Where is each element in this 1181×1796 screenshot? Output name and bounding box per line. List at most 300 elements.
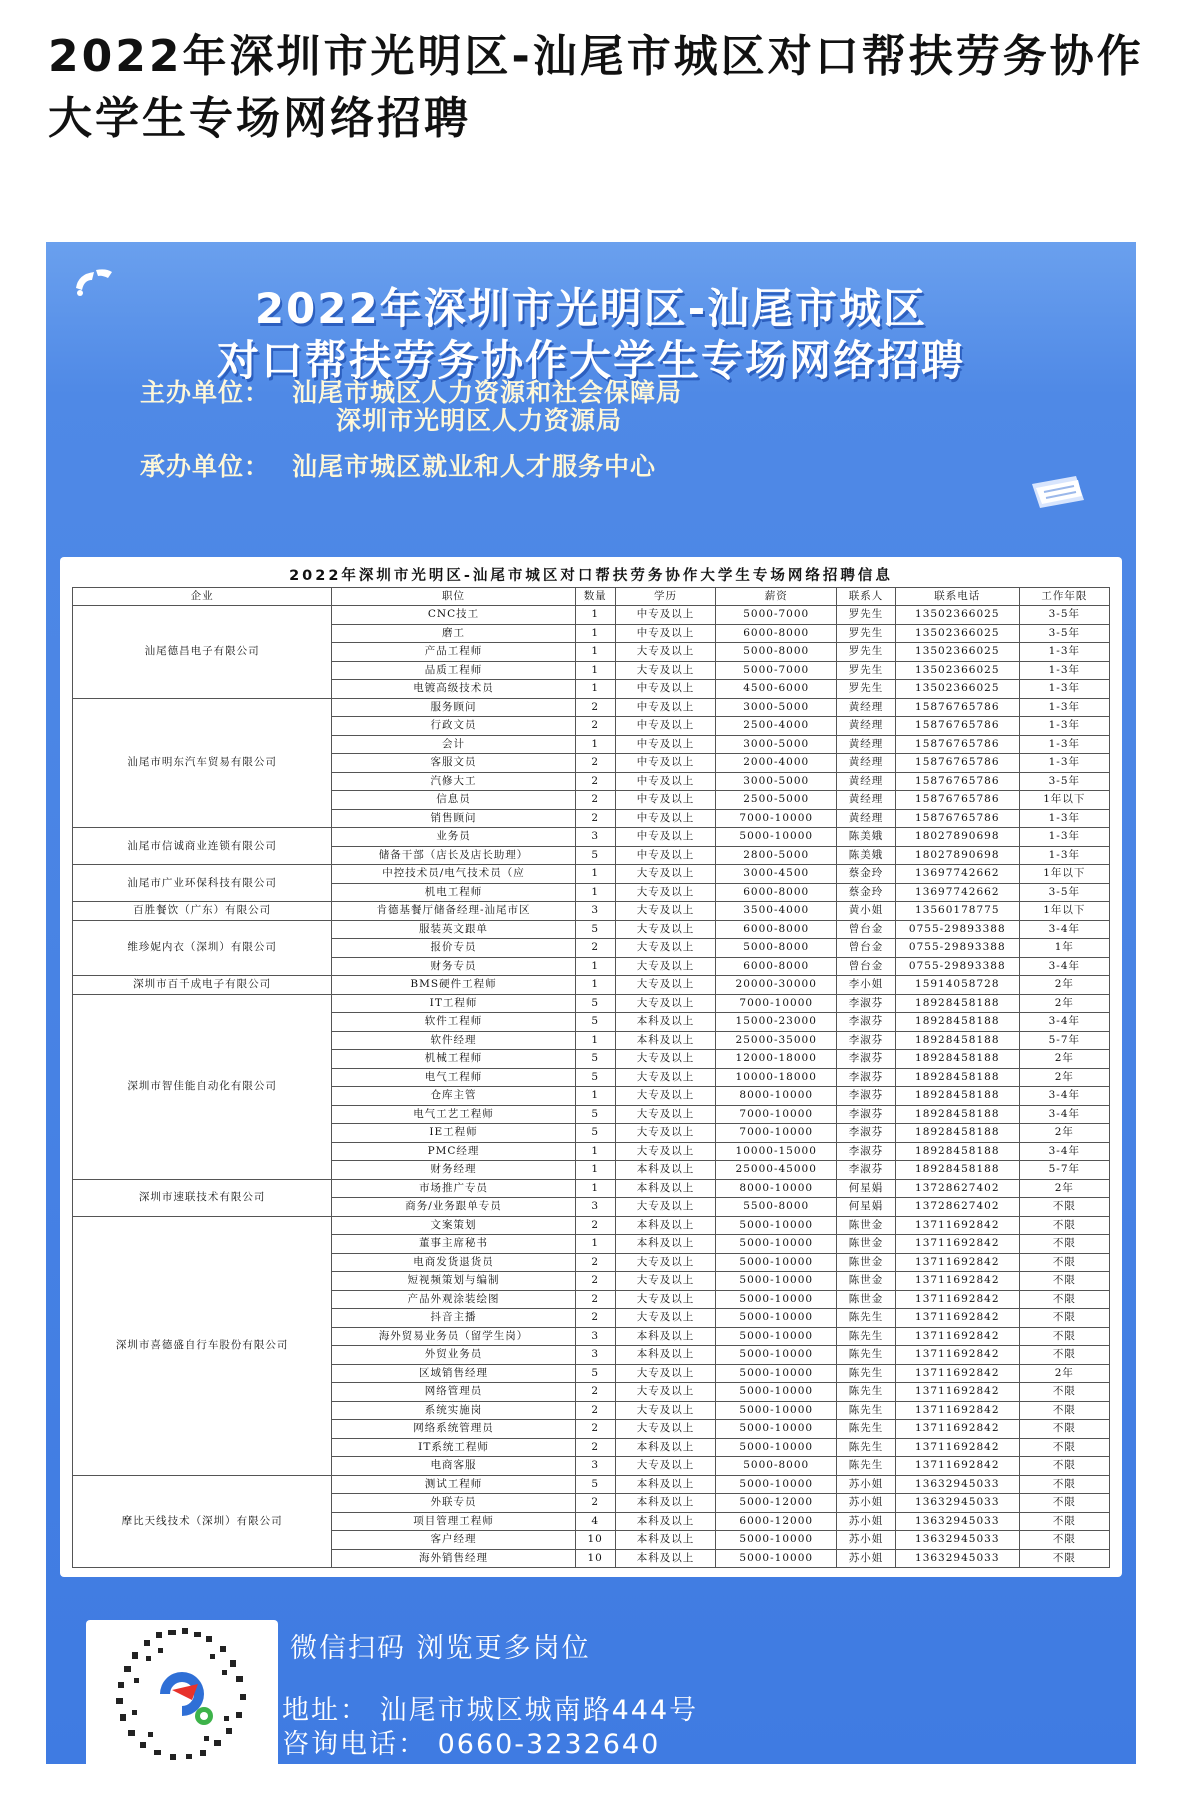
column-header: 学历 bbox=[615, 588, 716, 606]
headcount-cell: 10 bbox=[575, 1531, 615, 1550]
column-header: 工作年限 bbox=[1019, 588, 1109, 606]
phone-cell: 0755-29893388 bbox=[895, 957, 1019, 976]
phone-cell: 13728627402 bbox=[895, 1179, 1019, 1198]
job-title-cell: BMS硬件工程师 bbox=[332, 976, 576, 995]
job-title-cell: 网络管理员 bbox=[332, 1383, 576, 1402]
education-cell: 中专及以上 bbox=[615, 606, 716, 625]
education-cell: 大专及以上 bbox=[615, 1383, 716, 1402]
phone-cell: 18928458188 bbox=[895, 1068, 1019, 1087]
column-header: 联系电话 bbox=[895, 588, 1019, 606]
salary-cell: 5000-7000 bbox=[716, 661, 837, 680]
phone-cell: 13711692842 bbox=[895, 1253, 1019, 1272]
education-cell: 大专及以上 bbox=[615, 1364, 716, 1383]
contact-cell: 陈先生 bbox=[837, 1438, 896, 1457]
contact-cell: 陈先生 bbox=[837, 1383, 896, 1402]
headcount-cell: 2 bbox=[575, 1216, 615, 1235]
experience-cell: 不限 bbox=[1019, 1475, 1109, 1494]
salary-cell: 5000-10000 bbox=[716, 1531, 837, 1550]
phone-cell: 13711692842 bbox=[895, 1457, 1019, 1476]
education-cell: 大专及以上 bbox=[615, 994, 716, 1013]
job-title-cell: 系统实施岗 bbox=[332, 1401, 576, 1420]
job-title-cell: IT系统工程师 bbox=[332, 1438, 576, 1457]
education-cell: 大专及以上 bbox=[615, 1420, 716, 1439]
contact-cell: 陈世金 bbox=[837, 1290, 896, 1309]
table-row bbox=[73, 1179, 1110, 1198]
education-cell: 大专及以上 bbox=[615, 920, 716, 939]
headcount-cell: 2 bbox=[575, 1309, 615, 1328]
experience-cell: 2年 bbox=[1019, 1050, 1109, 1069]
salary-cell: 2000-4000 bbox=[716, 754, 837, 773]
experience-cell: 1-3年 bbox=[1019, 643, 1109, 662]
salary-cell: 6000-8000 bbox=[716, 624, 837, 643]
education-cell: 本科及以上 bbox=[615, 1531, 716, 1550]
salary-cell: 6000-8000 bbox=[716, 957, 837, 976]
table-row bbox=[73, 865, 1110, 884]
contact-cell: 黄经理 bbox=[837, 698, 896, 717]
company-cell: 深圳市速联技术有限公司 bbox=[73, 1179, 332, 1216]
experience-cell: 不限 bbox=[1019, 1198, 1109, 1217]
experience-cell: 不限 bbox=[1019, 1290, 1109, 1309]
headcount-cell: 3 bbox=[575, 1457, 615, 1476]
job-title-cell: 肯德基餐厅储备经理-汕尾市区 bbox=[332, 902, 576, 921]
salary-cell: 5000-10000 bbox=[716, 1309, 837, 1328]
contact-cell: 黄小姐 bbox=[837, 902, 896, 921]
phone-cell: 13711692842 bbox=[895, 1235, 1019, 1254]
headcount-cell: 5 bbox=[575, 1105, 615, 1124]
experience-cell: 3-5年 bbox=[1019, 772, 1109, 791]
company-cell: 深圳市喜德盛自行车股份有限公司 bbox=[73, 1216, 332, 1475]
job-title-cell: 文案策划 bbox=[332, 1216, 576, 1235]
phone-cell: 18928458188 bbox=[895, 1031, 1019, 1050]
education-cell: 中专及以上 bbox=[615, 791, 716, 810]
contact-cell: 李淑芬 bbox=[837, 1031, 896, 1050]
article-title: 2022年深圳市光明区-汕尾市城区对口帮扶劳务协作大学生专场网络招聘 bbox=[48, 31, 1144, 144]
poster-title-line2: 对口帮扶劳务协作大学生专场网络招聘 bbox=[216, 336, 965, 385]
salary-cell: 5000-10000 bbox=[716, 1272, 837, 1291]
experience-cell: 5-7年 bbox=[1019, 1161, 1109, 1180]
headcount-cell: 3 bbox=[575, 1198, 615, 1217]
salary-cell: 25000-35000 bbox=[716, 1031, 837, 1050]
job-title-cell: PMC经理 bbox=[332, 1142, 576, 1161]
experience-cell: 不限 bbox=[1019, 1438, 1109, 1457]
salary-cell: 5000-10000 bbox=[716, 828, 837, 847]
salary-cell: 2800-5000 bbox=[716, 846, 837, 865]
education-cell: 本科及以上 bbox=[615, 1013, 716, 1032]
experience-cell: 1-3年 bbox=[1019, 754, 1109, 773]
job-title-cell: 服务顾问 bbox=[332, 698, 576, 717]
headcount-cell: 5 bbox=[575, 1124, 615, 1143]
phone-cell: 18027890698 bbox=[895, 846, 1019, 865]
contact-cell: 陈先生 bbox=[837, 1420, 896, 1439]
company-cell: 深圳市智佳能自动化有限公司 bbox=[73, 994, 332, 1179]
salary-cell: 2500-5000 bbox=[716, 791, 837, 810]
job-title-cell: 行政文员 bbox=[332, 717, 576, 736]
experience-cell: 3-4年 bbox=[1019, 1105, 1109, 1124]
salary-cell: 5000-7000 bbox=[716, 606, 837, 625]
education-cell: 大专及以上 bbox=[615, 1309, 716, 1328]
salary-cell: 4500-6000 bbox=[716, 680, 837, 699]
experience-cell: 1年以下 bbox=[1019, 902, 1109, 921]
phone-cell: 13632945033 bbox=[895, 1512, 1019, 1531]
contact-cell: 陈美娥 bbox=[837, 828, 896, 847]
phone-cell: 15876765786 bbox=[895, 717, 1019, 736]
contact-cell: 何星娟 bbox=[837, 1198, 896, 1217]
phone-cell: 13632945033 bbox=[895, 1549, 1019, 1568]
phone-cell: 15876765786 bbox=[895, 772, 1019, 791]
education-cell: 中专及以上 bbox=[615, 828, 716, 847]
contact-cell: 黄经理 bbox=[837, 809, 896, 828]
job-title-cell: 抖音主播 bbox=[332, 1309, 576, 1328]
table-body bbox=[73, 606, 1110, 1568]
job-title-cell: 品质工程师 bbox=[332, 661, 576, 680]
salary-cell: 6000-8000 bbox=[716, 883, 837, 902]
phone-cell: 13502366025 bbox=[895, 624, 1019, 643]
recruitment-poster bbox=[46, 242, 1136, 1764]
company-cell: 深圳市百千成电子有限公司 bbox=[73, 976, 332, 995]
salary-cell: 7000-10000 bbox=[716, 809, 837, 828]
company-cell: 摩比天线技术（深圳）有限公司 bbox=[73, 1475, 332, 1568]
headcount-cell: 5 bbox=[575, 1475, 615, 1494]
column-header: 薪资 bbox=[716, 588, 837, 606]
contact-cell: 李淑芬 bbox=[837, 1105, 896, 1124]
contact-cell: 陈先生 bbox=[837, 1309, 896, 1328]
contact-cell: 罗先生 bbox=[837, 624, 896, 643]
salary-cell: 5000-10000 bbox=[716, 1401, 837, 1420]
experience-cell: 1-3年 bbox=[1019, 661, 1109, 680]
poster-title-line1: 2022年深圳市光明区-汕尾市城区 bbox=[254, 284, 928, 333]
salary-cell: 5000-10000 bbox=[716, 1549, 837, 1568]
contact-cell: 陈世金 bbox=[837, 1253, 896, 1272]
salary-cell: 3500-4000 bbox=[716, 902, 837, 921]
job-title-cell: 软件工程师 bbox=[332, 1013, 576, 1032]
headcount-cell: 1 bbox=[575, 883, 615, 902]
salary-cell: 8000-10000 bbox=[716, 1087, 837, 1106]
contact-cell: 李淑芬 bbox=[837, 1124, 896, 1143]
salary-cell: 10000-15000 bbox=[716, 1142, 837, 1161]
experience-cell: 3-4年 bbox=[1019, 957, 1109, 976]
education-cell: 本科及以上 bbox=[615, 1216, 716, 1235]
job-title-cell: 储备干部（店长及店长助理） bbox=[332, 846, 576, 865]
headcount-cell: 3 bbox=[575, 1327, 615, 1346]
phone-cell: 15876765786 bbox=[895, 698, 1019, 717]
phone-cell: 13728627402 bbox=[895, 1198, 1019, 1217]
experience-cell: 1-3年 bbox=[1019, 809, 1109, 828]
table-row bbox=[73, 1216, 1110, 1235]
contact-cell: 李淑芬 bbox=[837, 1161, 896, 1180]
experience-cell: 不限 bbox=[1019, 1327, 1109, 1346]
job-title-cell: 外贸业务员 bbox=[332, 1346, 576, 1365]
experience-cell: 5-7年 bbox=[1019, 1031, 1109, 1050]
education-cell: 大专及以上 bbox=[615, 939, 716, 958]
phone-cell: 15876765786 bbox=[895, 754, 1019, 773]
headcount-cell: 2 bbox=[575, 1290, 615, 1309]
wechat-qr-code bbox=[86, 1620, 278, 1764]
contact-cell: 罗先生 bbox=[837, 606, 896, 625]
headcount-cell: 2 bbox=[575, 717, 615, 736]
salary-cell: 5000-10000 bbox=[716, 1216, 837, 1235]
contact-cell: 陈美娥 bbox=[837, 846, 896, 865]
job-title-cell: 董事主席秘书 bbox=[332, 1235, 576, 1254]
contact-cell: 黄经理 bbox=[837, 735, 896, 754]
contact-cell: 曾台金 bbox=[837, 957, 896, 976]
experience-cell: 不限 bbox=[1019, 1494, 1109, 1513]
education-cell: 大专及以上 bbox=[615, 1253, 716, 1272]
phone-cell: 13711692842 bbox=[895, 1383, 1019, 1402]
phone-cell: 18027890698 bbox=[895, 828, 1019, 847]
contact-cell: 蔡金玲 bbox=[837, 883, 896, 902]
job-title-cell: 产品外观涂装绘图 bbox=[332, 1290, 576, 1309]
salary-cell: 5000-10000 bbox=[716, 1253, 837, 1272]
headcount-cell: 1 bbox=[575, 976, 615, 995]
job-title-cell: 电气工程师 bbox=[332, 1068, 576, 1087]
salary-cell: 5000-10000 bbox=[716, 1420, 837, 1439]
experience-cell: 不限 bbox=[1019, 1272, 1109, 1291]
job-title-cell: 区域销售经理 bbox=[332, 1364, 576, 1383]
contact-cell: 苏小姐 bbox=[837, 1531, 896, 1550]
salary-cell: 3000-4500 bbox=[716, 865, 837, 884]
phone-cell: 13711692842 bbox=[895, 1290, 1019, 1309]
job-title-cell: 仓库主管 bbox=[332, 1087, 576, 1106]
job-title-cell: 市场推广专员 bbox=[332, 1179, 576, 1198]
headcount-cell: 1 bbox=[575, 624, 615, 643]
salary-cell: 5000-10000 bbox=[716, 1327, 837, 1346]
job-title-cell: 客服文员 bbox=[332, 754, 576, 773]
job-title-cell: IT工程师 bbox=[332, 994, 576, 1013]
phone-cell: 15876765786 bbox=[895, 791, 1019, 810]
phone-cell: 13502366025 bbox=[895, 643, 1019, 662]
job-title-cell: 外联专员 bbox=[332, 1494, 576, 1513]
contact-cell: 陈先生 bbox=[837, 1457, 896, 1476]
job-title-cell: 电商客服 bbox=[332, 1457, 576, 1476]
headcount-cell: 1 bbox=[575, 661, 615, 680]
experience-cell: 不限 bbox=[1019, 1346, 1109, 1365]
contact-cell: 陈世金 bbox=[837, 1272, 896, 1291]
phone-cell: 13711692842 bbox=[895, 1327, 1019, 1346]
contact-cell: 黄经理 bbox=[837, 791, 896, 810]
phone-cell: 13632945033 bbox=[895, 1531, 1019, 1550]
contact-cell: 陈先生 bbox=[837, 1401, 896, 1420]
phone-cell: 13502366025 bbox=[895, 680, 1019, 699]
education-cell: 本科及以上 bbox=[615, 1512, 716, 1531]
education-cell: 本科及以上 bbox=[615, 1179, 716, 1198]
phone-cell: 18928458188 bbox=[895, 994, 1019, 1013]
headcount-cell: 1 bbox=[575, 1031, 615, 1050]
headcount-cell: 5 bbox=[575, 1013, 615, 1032]
contact-cell: 苏小姐 bbox=[837, 1512, 896, 1531]
organizer-1: 汕尾市城区人力资源和社会保障局 bbox=[292, 378, 683, 407]
education-cell: 大专及以上 bbox=[615, 1105, 716, 1124]
company-cell: 汕尾市明东汽车贸易有限公司 bbox=[73, 698, 332, 828]
salary-cell: 5000-8000 bbox=[716, 1457, 837, 1476]
experience-cell: 2年 bbox=[1019, 994, 1109, 1013]
company-cell: 汕尾市信诚商业连锁有限公司 bbox=[73, 828, 332, 865]
table-header-row bbox=[73, 588, 1110, 606]
education-cell: 大专及以上 bbox=[615, 957, 716, 976]
education-cell: 大专及以上 bbox=[615, 976, 716, 995]
headcount-cell: 1 bbox=[575, 1142, 615, 1161]
phone-cell: 0755-29893388 bbox=[895, 939, 1019, 958]
salary-cell: 6000-12000 bbox=[716, 1512, 837, 1531]
company-cell: 维珍妮内衣（深圳）有限公司 bbox=[73, 920, 332, 976]
phone-cell: 18928458188 bbox=[895, 1087, 1019, 1106]
job-title-cell: 财务经理 bbox=[332, 1161, 576, 1180]
headcount-cell: 3 bbox=[575, 1346, 615, 1365]
salary-cell: 5000-10000 bbox=[716, 1346, 837, 1365]
headcount-cell: 1 bbox=[575, 1179, 615, 1198]
phone-cell: 15914058728 bbox=[895, 976, 1019, 995]
contact-cell: 李淑芬 bbox=[837, 994, 896, 1013]
contact-cell: 李淑芬 bbox=[837, 1068, 896, 1087]
headcount-cell: 5 bbox=[575, 1050, 615, 1069]
salary-cell: 5000-10000 bbox=[716, 1235, 837, 1254]
education-cell: 大专及以上 bbox=[615, 1124, 716, 1143]
phone-cell: 13502366025 bbox=[895, 606, 1019, 625]
education-cell: 大专及以上 bbox=[615, 1142, 716, 1161]
contact-cell: 陈世金 bbox=[837, 1235, 896, 1254]
contact-cell: 罗先生 bbox=[837, 661, 896, 680]
education-cell: 大专及以上 bbox=[615, 1050, 716, 1069]
contact-cell: 黄经理 bbox=[837, 717, 896, 736]
phone-cell: 13711692842 bbox=[895, 1438, 1019, 1457]
contact-cell: 陈世金 bbox=[837, 1216, 896, 1235]
phone-cell: 15876765786 bbox=[895, 809, 1019, 828]
salary-cell: 5000-10000 bbox=[716, 1290, 837, 1309]
phone-cell: 18928458188 bbox=[895, 1124, 1019, 1143]
salary-cell: 5000-10000 bbox=[716, 1475, 837, 1494]
contact-cell: 罗先生 bbox=[837, 643, 896, 662]
company-cell: 百胜餐饮（广东）有限公司 bbox=[73, 902, 332, 921]
experience-cell: 2年 bbox=[1019, 1364, 1109, 1383]
salary-cell: 7000-10000 bbox=[716, 1105, 837, 1124]
education-cell: 大专及以上 bbox=[615, 1068, 716, 1087]
job-title-cell: 机械工程师 bbox=[332, 1050, 576, 1069]
host: 汕尾市城区就业和人才服务中心 bbox=[292, 452, 657, 481]
education-cell: 中专及以上 bbox=[615, 698, 716, 717]
company-cell: 汕尾市广业环保科技有限公司 bbox=[73, 865, 332, 902]
table-row bbox=[73, 920, 1110, 939]
salary-cell: 5000-8000 bbox=[716, 643, 837, 662]
headcount-cell: 2 bbox=[575, 1438, 615, 1457]
host-label: 承办单位： bbox=[140, 452, 271, 481]
education-cell: 本科及以上 bbox=[615, 1161, 716, 1180]
salary-cell: 15000-23000 bbox=[716, 1013, 837, 1032]
headcount-cell: 2 bbox=[575, 754, 615, 773]
education-cell: 本科及以上 bbox=[615, 1327, 716, 1346]
experience-cell: 不限 bbox=[1019, 1253, 1109, 1272]
job-title-cell: 海外贸易业务员（留学生岗） bbox=[332, 1327, 576, 1346]
job-title-cell: CNC技工 bbox=[332, 606, 576, 625]
education-cell: 中专及以上 bbox=[615, 809, 716, 828]
consult-phone: 咨询电话： 0660-3232640 bbox=[282, 1729, 661, 1760]
organizer-label: 主办单位： bbox=[140, 378, 271, 407]
contact-cell: 陈先生 bbox=[837, 1346, 896, 1365]
column-header: 企业 bbox=[73, 588, 332, 606]
education-cell: 本科及以上 bbox=[615, 1438, 716, 1457]
education-cell: 大专及以上 bbox=[615, 865, 716, 884]
headcount-cell: 5 bbox=[575, 1068, 615, 1087]
job-title-cell: 财务专员 bbox=[332, 957, 576, 976]
phone-cell: 13711692842 bbox=[895, 1216, 1019, 1235]
phone-cell: 13711692842 bbox=[895, 1346, 1019, 1365]
contact-cell: 李淑芬 bbox=[837, 1142, 896, 1161]
phone-cell: 13560178775 bbox=[895, 902, 1019, 921]
experience-cell: 1-3年 bbox=[1019, 698, 1109, 717]
experience-cell: 不限 bbox=[1019, 1216, 1109, 1235]
job-title-cell: 海外销售经理 bbox=[332, 1549, 576, 1568]
experience-cell: 不限 bbox=[1019, 1383, 1109, 1402]
company-cell: 汕尾德昌电子有限公司 bbox=[73, 606, 332, 699]
contact-cell: 苏小姐 bbox=[837, 1475, 896, 1494]
headcount-cell: 1 bbox=[575, 957, 615, 976]
headcount-cell: 5 bbox=[575, 994, 615, 1013]
experience-cell: 3-5年 bbox=[1019, 606, 1109, 625]
education-cell: 大专及以上 bbox=[615, 1087, 716, 1106]
contact-cell: 蔡金玲 bbox=[837, 865, 896, 884]
phone-cell: 0755-29893388 bbox=[895, 920, 1019, 939]
contact-cell: 李淑芬 bbox=[837, 1013, 896, 1032]
education-cell: 本科及以上 bbox=[615, 1235, 716, 1254]
headcount-cell: 2 bbox=[575, 939, 615, 958]
phone-cell: 18928458188 bbox=[895, 1105, 1019, 1124]
phone-cell: 18928458188 bbox=[895, 1013, 1019, 1032]
headcount-cell: 2 bbox=[575, 809, 615, 828]
salary-cell: 5000-10000 bbox=[716, 1383, 837, 1402]
headcount-cell: 5 bbox=[575, 846, 615, 865]
headcount-cell: 2 bbox=[575, 1253, 615, 1272]
headcount-cell: 1 bbox=[575, 1235, 615, 1254]
job-title-cell: 磨工 bbox=[332, 624, 576, 643]
phone-cell: 13697742662 bbox=[895, 883, 1019, 902]
phone-cell: 13711692842 bbox=[895, 1420, 1019, 1439]
headcount-cell: 3 bbox=[575, 828, 615, 847]
headcount-cell: 2 bbox=[575, 1383, 615, 1402]
salary-cell: 7000-10000 bbox=[716, 1124, 837, 1143]
salary-cell: 3000-5000 bbox=[716, 772, 837, 791]
job-title-cell: 业务员 bbox=[332, 828, 576, 847]
experience-cell: 不限 bbox=[1019, 1420, 1109, 1439]
job-title-cell: 短视频策划与编制 bbox=[332, 1272, 576, 1291]
job-title-cell: 汽修大工 bbox=[332, 772, 576, 791]
salary-cell: 7000-10000 bbox=[716, 994, 837, 1013]
contact-cell: 曾台金 bbox=[837, 939, 896, 958]
contact-cell: 陈先生 bbox=[837, 1327, 896, 1346]
phone-cell: 13711692842 bbox=[895, 1401, 1019, 1420]
table-row bbox=[73, 902, 1110, 921]
table-row bbox=[73, 698, 1110, 717]
job-title-cell: 中控技术员/电气技术员（应 bbox=[332, 865, 576, 884]
salary-cell: 10000-18000 bbox=[716, 1068, 837, 1087]
education-cell: 大专及以上 bbox=[615, 643, 716, 662]
experience-cell: 3-4年 bbox=[1019, 1013, 1109, 1032]
headcount-cell: 2 bbox=[575, 1401, 615, 1420]
education-cell: 大专及以上 bbox=[615, 661, 716, 680]
experience-cell: 2年 bbox=[1019, 1179, 1109, 1198]
job-title-cell: 电镀高级技术员 bbox=[332, 680, 576, 699]
headcount-cell: 2 bbox=[575, 1494, 615, 1513]
education-cell: 大专及以上 bbox=[615, 1198, 716, 1217]
job-title-cell: 报价专员 bbox=[332, 939, 576, 958]
education-cell: 大专及以上 bbox=[615, 1290, 716, 1309]
experience-cell: 1年 bbox=[1019, 939, 1109, 958]
education-cell: 中专及以上 bbox=[615, 772, 716, 791]
job-title-cell: 机电工程师 bbox=[332, 883, 576, 902]
education-cell: 中专及以上 bbox=[615, 735, 716, 754]
experience-cell: 不限 bbox=[1019, 1457, 1109, 1476]
experience-cell: 2年 bbox=[1019, 1068, 1109, 1087]
qr-caption: 微信扫码 浏览更多岗位 bbox=[290, 1633, 591, 1664]
job-title-cell: 产品工程师 bbox=[332, 643, 576, 662]
column-header: 职位 bbox=[332, 588, 576, 606]
